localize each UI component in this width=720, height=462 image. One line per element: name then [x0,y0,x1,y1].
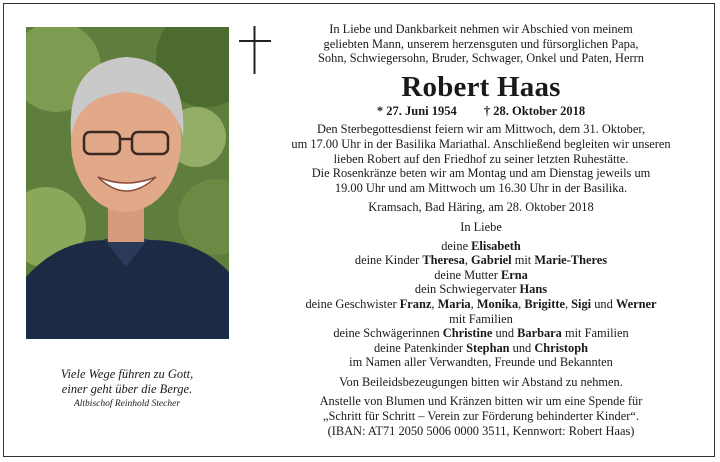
death-date: † 28. Oktober 2018 [483,103,586,118]
family-godchildren [245,341,717,356]
separator: und [591,296,616,311]
siblings-prefix: deine Geschwister [305,296,400,311]
separator: mit [511,253,535,268]
quote-line-1: Viele Wege führen zu Gott, [60,367,194,381]
family-siblings [245,297,717,312]
family-sisters-in-law [245,326,717,341]
sibling-name: Sigi [571,296,592,311]
godchildren-prefix: deine Patenkinder [373,340,467,355]
donation-line: Anstelle von Blumen und Kränzen bitten wir um eine Spende für [319,394,643,409]
donation-line: „Schritt für Schritt – Verein zur Förderung behinderter Kinder“. [323,409,639,424]
child-name: Theresa [422,253,465,268]
family-father-in-law [245,282,717,297]
father-in-law-prefix: dein Schwiegervater [414,282,520,297]
separator: , [518,296,525,311]
with-families: mit Familien [449,311,513,326]
sibling-name: Maria [437,296,471,311]
godchild-name: Christoph [534,340,589,355]
sister-in-law-name: Christine [442,326,493,341]
service-line: lieben Robert auf den Friedhof zu seiner letzten Ruhestätte. [333,151,629,166]
portrait-photo [26,27,229,339]
deceased-name: Robert Haas [401,70,561,103]
sibling-name: Brigitte [524,296,565,311]
wife-name: Elisabeth [471,238,521,253]
sibling-name: Monika [476,296,519,311]
godchild-name: Stephan [466,340,510,355]
condolences-line: Von Beileidsbezeugungen bitten wir Abstand zu nehmen. [339,374,623,389]
donation-line: (IBAN: AT71 2050 5006 0000 3511, Kennwort: Robert Haas) [327,423,635,438]
separator: und [492,326,518,341]
sisters-in-law-prefix: deine Schwägerinnen [333,326,443,341]
intro-line: Sohn, Schwiegersohn, Bruder, Schwager, Onkel und Paten, Herrn [318,51,644,66]
mother-prefix: deine Mutter [434,267,501,282]
relatives-line: im Namen aller Verwandten, Freunde und Bekannten [349,355,613,370]
sibling-name: Werner [615,296,657,311]
birth-date: * 27. Juni 1954 [376,103,457,118]
quote-author: Altbischof Reinhold Stecher [73,399,181,409]
sister-in-law-name: Barbara [517,326,562,341]
child-name: Gabriel [471,253,512,268]
sibling-name: Franz [399,296,432,311]
father-in-law-name: Hans [519,282,548,297]
quote-line-2: einer geht über die Berge. [61,382,193,396]
notice-text [245,22,717,438]
separator: , [431,296,438,311]
service-line: 19.00 Uhr und am Mittwoch um 16.30 Uhr in der Basilika. [334,180,628,195]
place-date: Kramsach, Bad Häring, am 28. Oktober 2018 [368,200,594,215]
intro-line: In Liebe und Dankbarkeit nehmen wir Abschied von meinem [329,22,633,36]
child-name: Marie-Theres [534,253,608,268]
separator: , [564,296,572,311]
service-line: um 17.00 Uhr in der Basilika Mariathal. Anschließend begleiten wir unseren [291,136,671,151]
service-line: Die Rosenkränze beten wir am Montag und am Dienstag jeweils um [311,166,651,181]
family-children [245,253,717,268]
service-line: Den Sterbegottesdienst feiern wir am Mittwoch, dem 31. Oktober, [316,122,646,137]
mother-name: Erna [500,267,528,282]
intro-line: geliebten Mann, unserem herzensguten und fürsorglichen Papa, [323,36,639,51]
separator: , [470,296,477,311]
life-dates [245,104,717,119]
separator: , [464,253,472,268]
family-mother [245,268,717,283]
family-wife [245,239,717,254]
children-prefix: deine Kinder [354,253,423,268]
wife-prefix: deine [441,238,472,253]
separator: und [509,340,535,355]
in-liebe: In Liebe [460,219,502,234]
sil-suffix: mit Familien [561,326,629,341]
quote-block [14,367,240,411]
